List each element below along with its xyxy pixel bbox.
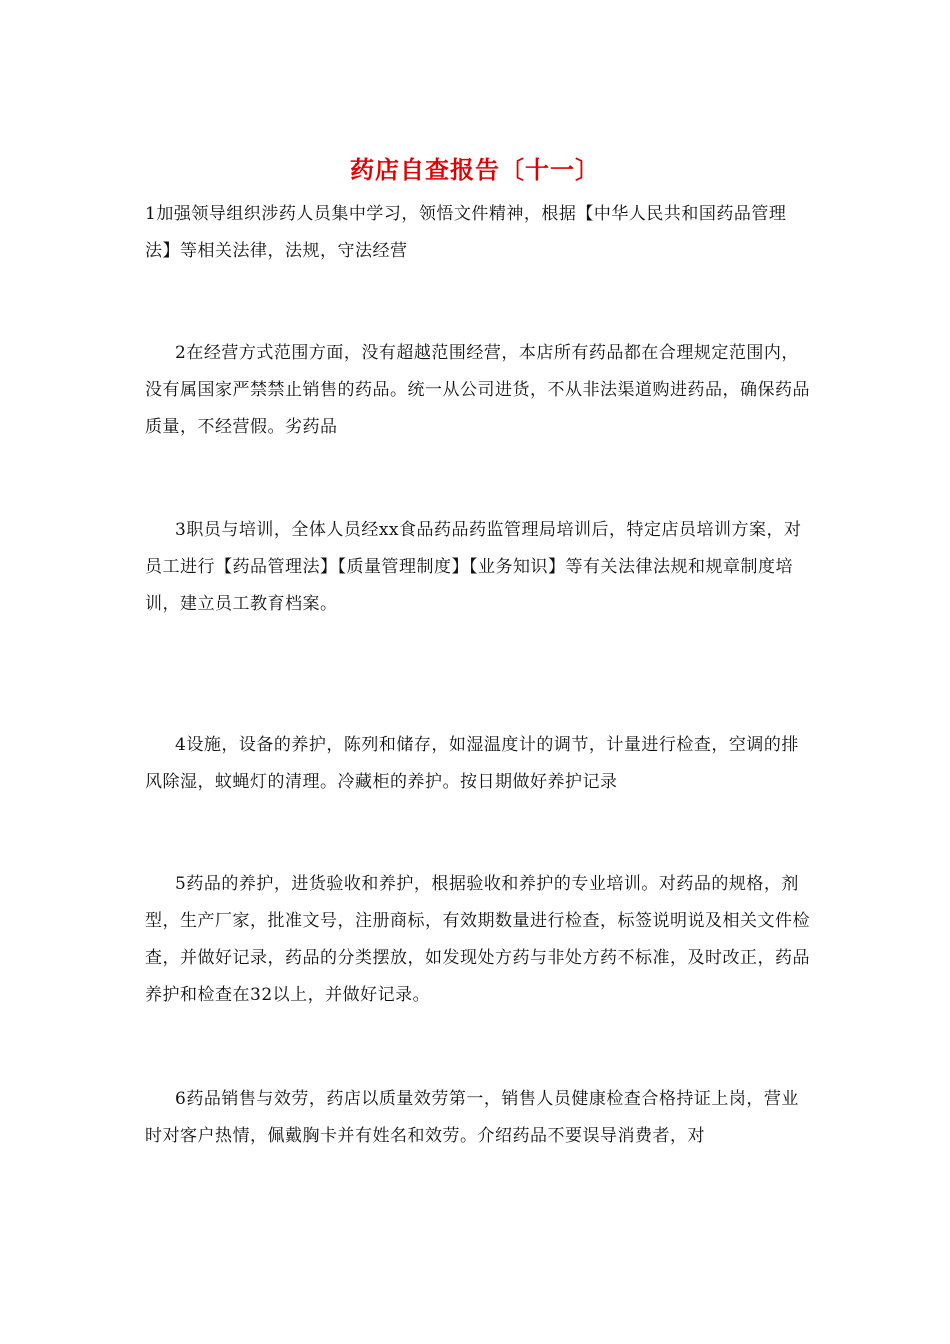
paragraph-3: 3职员与培训，全体人员经xx食品药品药监管理局培训后，特定店员培训方案，对员工进行【药品管理法】【质量管理制度】【业务知识】等有关法律法规和规章制度培训，建立员工教育档案。 — [145, 520, 802, 614]
document-title: 药店自查报告〔十一〕 — [350, 156, 600, 184]
paragraph-6: 6药品销售与效劳，药店以质量效劳第一，销售人员健康检查合格持证上岗，营业时对客户热情，佩戴胸卡并有姓名和效劳。介绍药品不要误导消费者，对 — [145, 1089, 799, 1146]
paragraph-4: 4设施，设备的养护，陈列和储存，如湿温度计的调节，计量进行检查，空调的排风除湿，蚊蝇灯的清理。冷藏柜的养护。按日期做好养护记录 — [145, 735, 799, 792]
paragraph-1: 1加强领导组织涉药人员集中学习，领悟文件精神，根据【中华人民共和国药品管理法】等相关法律，法规，守法经营 — [145, 204, 787, 261]
paragraph-2: 2在经营方式范围方面，没有超越范围经营，本店所有药品都在合理规定范围内，没有属国家严禁禁止销售的药品。统一从公司进货，不从非法渠道购进药品，确保药品质量，不经营假。劣药品 — [145, 343, 810, 437]
paragraph-5: 5药品的养护，进货验收和养护，根据验收和养护的专业培训。对药品的规格，剂型，生产厂家，批准文号，注册商标，有效期数量进行检查，标签说明说及相关文件检查，并做好记录，药品的分类摆放，如发现处方药与非处方药不标准，及时改正，药品养护和检查在32以上，并做好记录。 — [145, 874, 810, 1005]
